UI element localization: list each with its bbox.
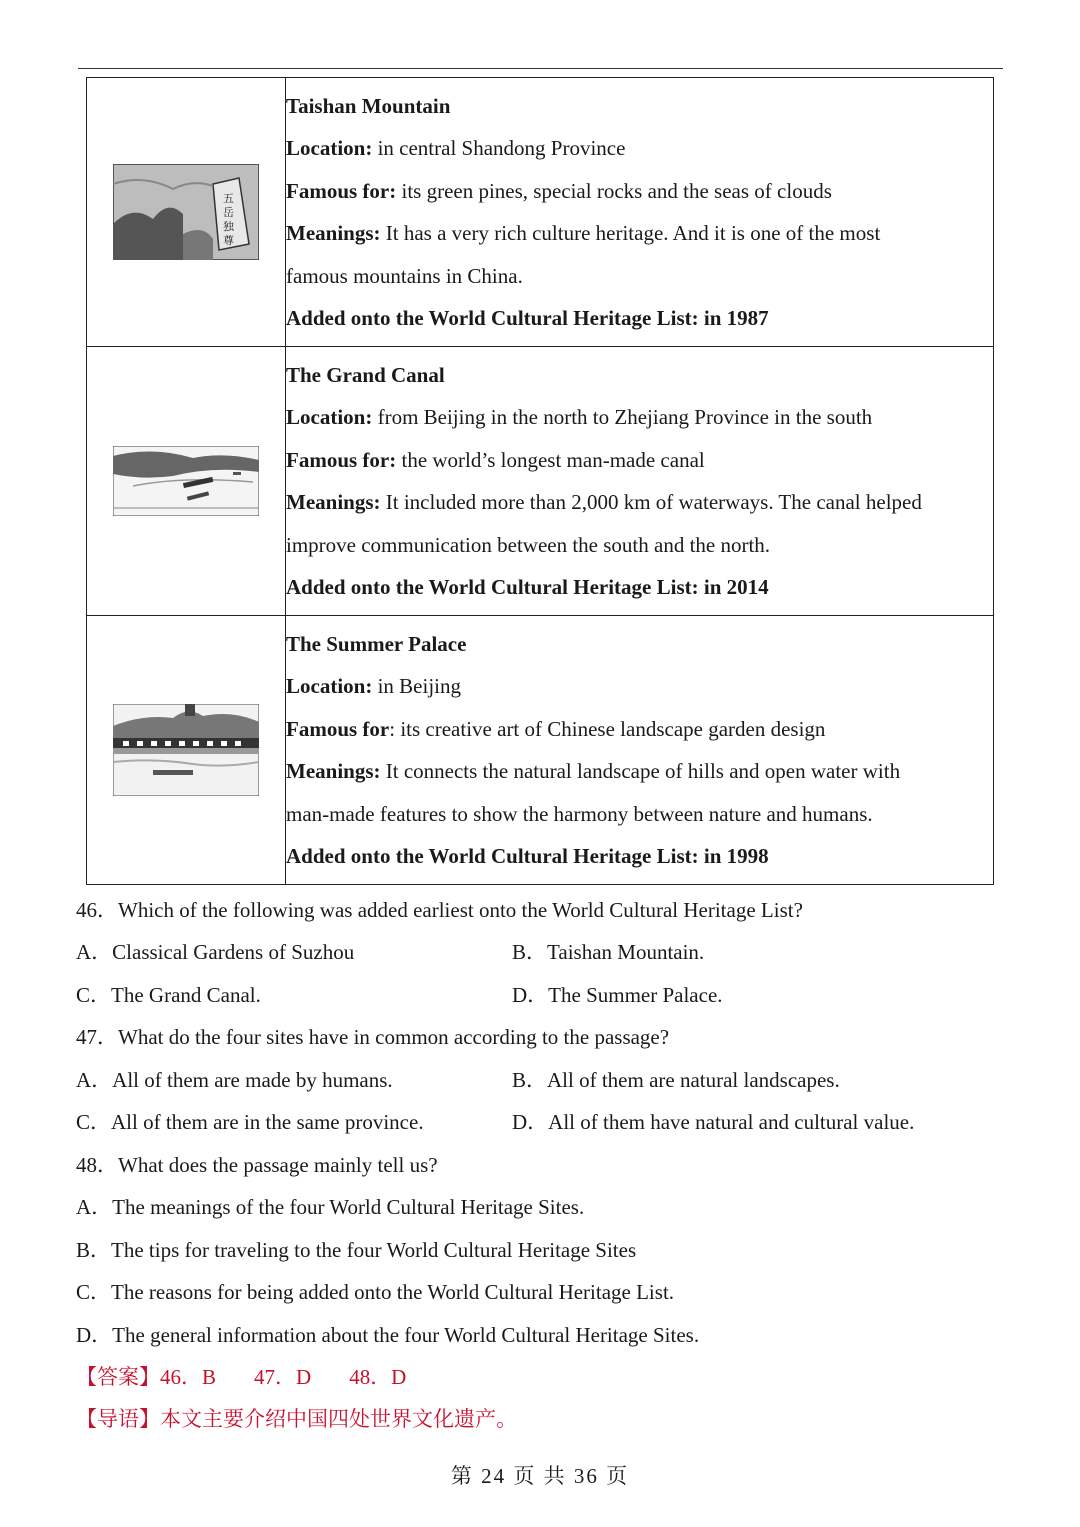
meanings-text: It has a very rich culture heritage. And it is one of the most [380,221,881,245]
answer-47: 47．D [254,1365,312,1389]
answer-label: 【答案】 [76,1365,160,1389]
guide-label: 【导语】 [76,1407,160,1431]
meanings-text: It included more than 2,000 km of waterways. The canal helped [380,490,922,514]
meanings-label: Meanings: [286,759,381,783]
famous-label: Famous for [286,716,390,741]
option-46-c: C．The Grand Canal. [76,983,261,1007]
location-label: Location: [286,405,373,429]
svg-text:岳: 岳 [223,206,234,219]
header-rule [78,68,1003,69]
option-48-c: C．The reasons for being added onto the World Cultural Heritage List. [76,1280,675,1304]
site-name: The Summer Palace [286,631,467,656]
table-row [87,78,994,347]
option-47-d: D．All of them have natural and cultural value. [512,1110,915,1134]
meanings-text-cont: improve communication between the south and the north. [286,532,771,557]
option-46-b: B．Taishan Mountain. [512,940,705,964]
canal-photo-icon [113,446,259,516]
site-name: Taishan Mountain [286,93,451,118]
site-name: The Grand Canal [286,362,445,387]
guide-line [76,1404,517,1434]
famous-label: Famous for: [286,178,397,203]
meanings-label: Meanings: [286,221,381,245]
famous-text: : its creative art of Chinese landscape garden design [389,716,826,741]
guide-text: 本文主要介绍中国四处世界文化遗产。 [160,1407,517,1431]
option-46-d: D．The Summer Palace. [512,983,723,1007]
question-47: 47．What do the four sites have in common according to the passage? [76,1025,670,1049]
location-label: Location: [286,136,373,160]
svg-text:尊: 尊 [223,234,234,247]
table-row [87,616,994,885]
option-48-a: A．The meanings of the four World Cultural Heritage Sites. [76,1195,585,1219]
site-info [286,616,994,885]
added-year: Added onto the World Cultural Heritage List: in 2014 [286,575,769,599]
added-year: Added onto the World Cultural Heritage List: in 1998 [286,844,769,868]
location-label: Location: [286,674,373,698]
meanings-text: It connects the natural landscape of hills and open water with [380,759,901,783]
option-47-a: A．All of them are made by humans. [76,1068,393,1092]
site-info [286,78,994,347]
svg-text:独: 独 [223,220,234,233]
table-row [87,347,994,616]
question-48: 48．What does the passage mainly tell us? [76,1153,438,1177]
famous-text: the world’s longest man-made canal [396,447,705,472]
taishan-photo-icon [113,164,259,260]
question-46: 46．Which of the following was added earliest onto the World Cultural Heritage List? [76,898,803,922]
option-48-b: B．The tips for traveling to the four World Cultural Heritage Sites [76,1238,637,1262]
answer-46: 46．B [160,1365,217,1389]
location-text: in Beijing [372,674,461,698]
answer-48: 48．D [349,1365,407,1389]
meanings-text-cont: man-made features to show the harmony between nature and humans. [286,801,873,826]
location-text: in central Shandong Province [372,136,626,160]
meanings-text-cont: famous mountains in China. [286,263,523,288]
famous-text: its green pines, special rocks and the seas of clouds [396,178,832,203]
option-48-d: D．The general information about the four World Cultural Heritage Sites. [76,1323,700,1347]
famous-label: Famous for: [286,447,397,472]
location-text: from Beijing in the north to Zhejiang Province in the south [372,405,873,429]
answer-line [76,1362,406,1392]
site-info [286,347,994,616]
option-47-c: C．All of them are in the same province. [76,1110,424,1134]
image-cell [87,78,286,347]
option-47-b: B．All of them are natural landscapes. [512,1068,840,1092]
summer-palace-photo-icon [113,704,259,796]
option-46-a: A．Classical Gardens of Suzhou [76,940,355,964]
added-year: Added onto the World Cultural Heritage List: in 1987 [286,306,769,330]
heritage-table [86,77,994,885]
image-cell [87,347,286,616]
meanings-label: Meanings: [286,490,381,514]
image-cell [87,616,286,885]
page-number: 第 24 页 共 36 页 [450,1464,630,1488]
svg-text:五: 五 [223,192,234,205]
